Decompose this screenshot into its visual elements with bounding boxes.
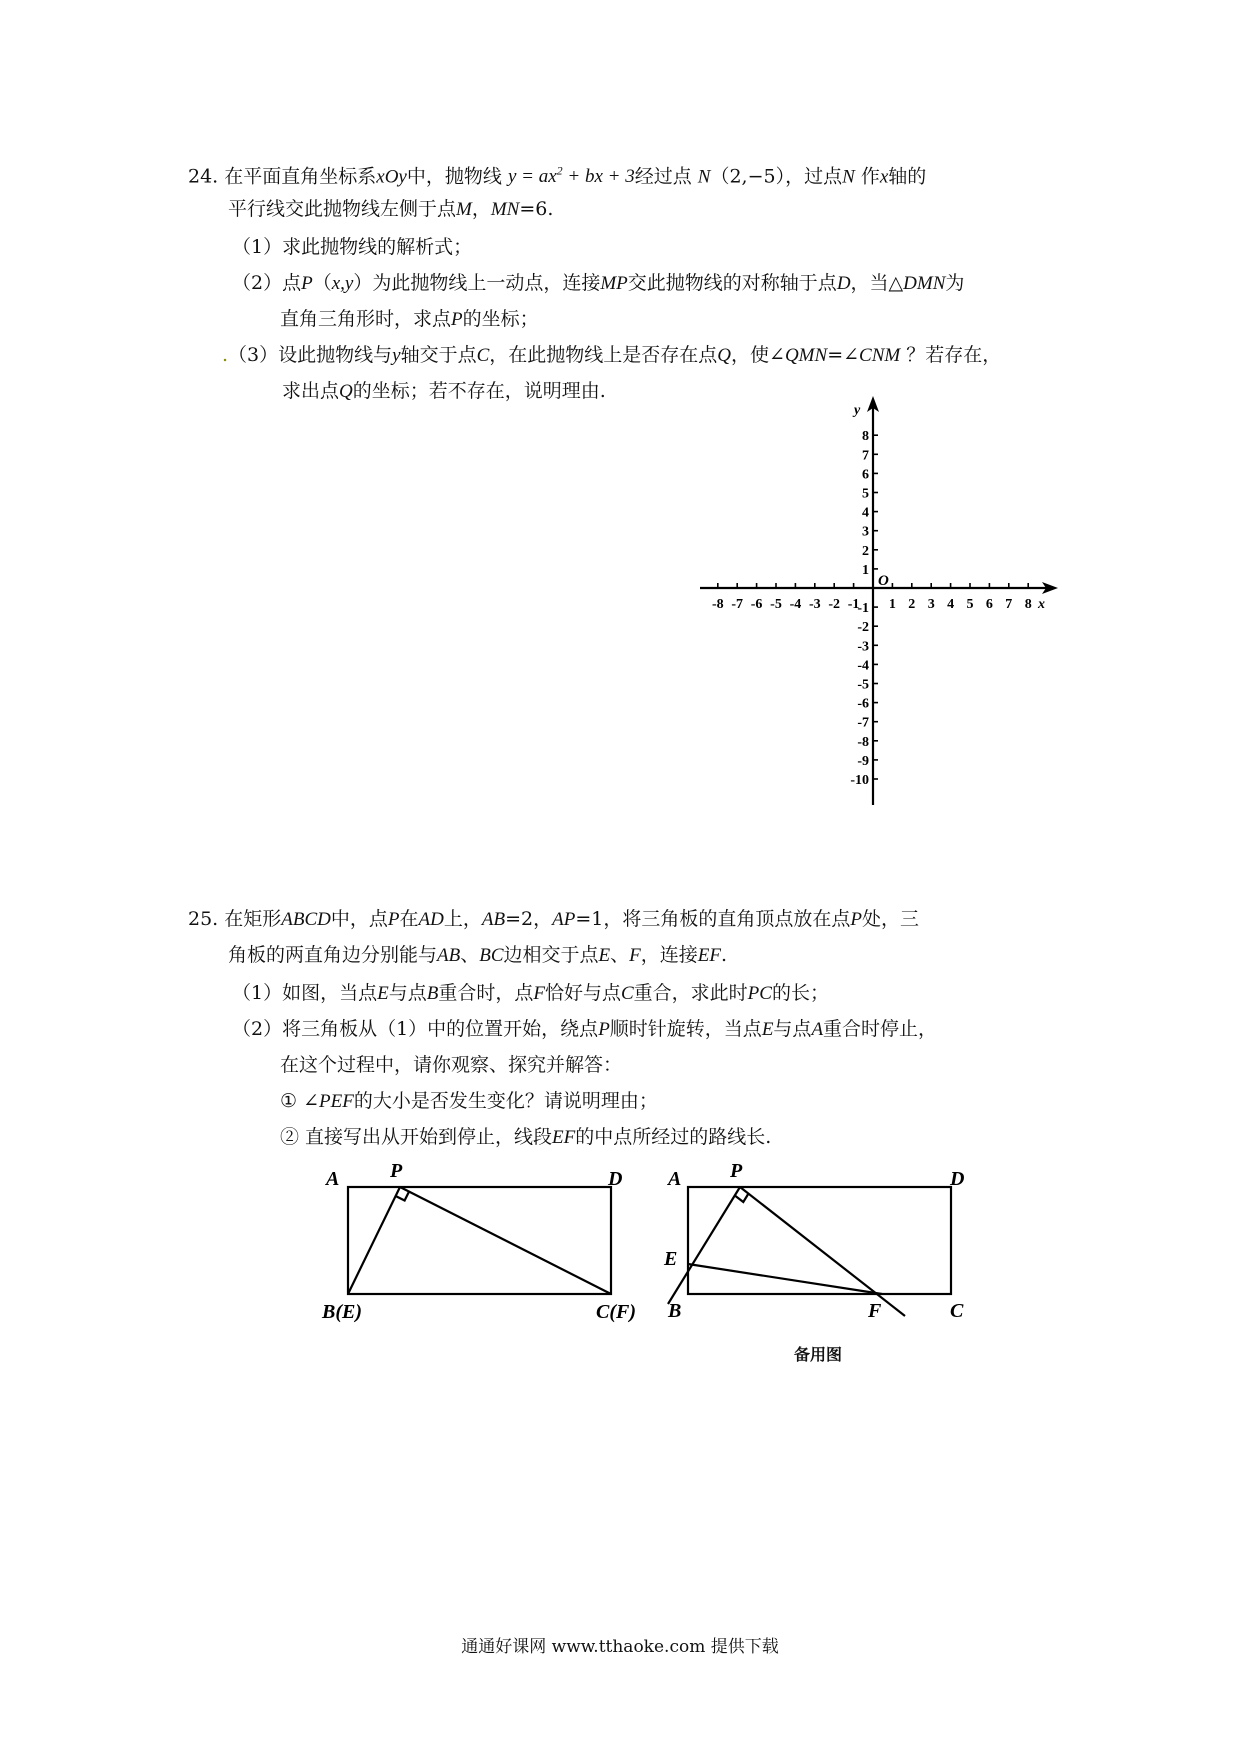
x-tick-label: 2 — [908, 597, 916, 612]
page-footer: 通通好课网 www.tthaoke.com 提供下载 — [461, 1637, 779, 1657]
x-tick-label: -6 — [750, 597, 763, 612]
segment-pc — [400, 1187, 611, 1294]
x-tick-label: 3 — [927, 597, 935, 612]
y-tick-label: -6 — [857, 696, 869, 712]
y-axis-label: y — [854, 403, 861, 418]
y-tick-label: -3 — [857, 639, 869, 655]
q25-sub2-line1: （2）将三角板从（1）中的位置开始，绕点P顺时针旋转，当点E与点A重合时停止， — [232, 1018, 938, 1040]
y-tick-label: 5 — [862, 486, 869, 502]
x-tick-label: 7 — [1005, 597, 1013, 612]
x-tick-label: -8 — [711, 597, 724, 612]
q25-line1: 25. 在矩形ABCD中，点P在AD上，AB=2，AP=1，将三角板的直角顶点放在点P处，三 — [188, 908, 919, 930]
x-tick-label: -2 — [828, 597, 841, 612]
y-tick-label: -5 — [857, 677, 869, 693]
parabola-equation: $y = ax^2$ + bx + 3 — [507, 164, 635, 188]
x-tick-label: -4 — [789, 597, 802, 612]
y-tick-label: 2 — [862, 543, 869, 559]
segment-pb — [348, 1187, 400, 1294]
label-b: B — [668, 1300, 682, 1322]
figure-2-caption: 备用图 — [794, 1345, 843, 1364]
x-tick-label: -7 — [731, 597, 744, 612]
label-f: F — [868, 1300, 882, 1322]
q24-sub2-line1: （2）点P（x,y）为此抛物线上一动点，连接MP交此抛物线的对称轴于点D，当△DMN为 — [232, 272, 965, 294]
y-tick-label: 7 — [862, 448, 869, 464]
q25-line2: 角板的两直角边分别能与AB、BC边相交于点E、F，连接EF. — [228, 944, 728, 966]
x-tick-label: 8 — [1024, 597, 1032, 612]
segment-ef — [688, 1264, 882, 1294]
y-tick-label: -7 — [857, 715, 869, 731]
q24-line1: 24. 在平面直角坐标系xOy中，抛物线 $y = ax^2$ + bx + 3经过点 N（2,−5），过点N 作x轴的 — [188, 164, 927, 188]
label-d: D — [608, 1168, 623, 1190]
y-tick-label: 3 — [862, 524, 869, 540]
label-p: P — [390, 1160, 403, 1182]
y-tick-label: 8 — [862, 429, 869, 445]
triangle-leg-2 — [740, 1187, 905, 1316]
x-axis-label: x — [1038, 597, 1045, 612]
q24-sub3-line2: 求出点Q的坐标；若不存在，说明理由. — [282, 380, 606, 402]
q24-sub2-line2: 直角三角形时，求点P的坐标； — [280, 308, 539, 330]
label-c-f: C(F) — [596, 1301, 636, 1323]
q24-sub1: （1）求此抛物线的解析式； — [232, 236, 473, 258]
x-tick-label: 6 — [985, 597, 993, 612]
coordinate-axes — [690, 395, 1070, 815]
q25-sub2-i: ① ∠PEF的大小是否发生变化？请说明理由； — [280, 1090, 658, 1112]
x-tick-label: -1 — [847, 597, 860, 612]
figure-2 — [660, 1160, 980, 1330]
q25-sub2-ii: ② 直接写出从开始到停止，线段EF的中点所经过的路线长. — [280, 1126, 772, 1148]
x-tick-label: 5 — [966, 597, 974, 612]
rectangle-abcd — [348, 1187, 611, 1294]
label-e: E — [664, 1248, 678, 1270]
label-p: P — [730, 1160, 743, 1182]
label-b-e: B(E) — [322, 1301, 362, 1323]
y-tick-label: -2 — [857, 620, 869, 636]
y-tick-label: -8 — [857, 734, 869, 750]
y-tick-label: -10 — [850, 773, 869, 788]
origin-label: O — [878, 573, 889, 589]
x-tick-label: 1 — [888, 597, 896, 612]
q25-sub2-line2: 在这个过程中，请你观察、探究并解答： — [280, 1054, 623, 1076]
q25-sub1: （1）如图，当点E与点B重合时，点F恰好与点C重合，求此时PC的长； — [232, 982, 829, 1004]
y-tick-label: 1 — [862, 562, 869, 578]
x-tick-label: 4 — [947, 597, 955, 612]
y-tick-label: 4 — [862, 505, 869, 521]
right-angle-mark — [735, 1194, 749, 1203]
label-c: C — [950, 1300, 964, 1322]
q24-sub3-line1: .（3）设此抛物线与y轴交于点C，在此抛物线上是否存在点Q，使∠QMN=∠CNM ？若存在， — [222, 344, 1002, 366]
x-tick-label: -5 — [770, 597, 782, 612]
x-tick-label: -3 — [808, 597, 821, 612]
figure-1 — [320, 1160, 660, 1330]
q24-line2: 平行线交此抛物线左侧于点M，MN=6. — [228, 198, 554, 220]
label-d: D — [950, 1168, 965, 1190]
y-tick-label: -1 — [857, 601, 869, 617]
label-a: A — [668, 1168, 682, 1190]
rectangle-abcd — [688, 1187, 951, 1294]
y-tick-label: 6 — [862, 467, 869, 483]
triangle-leg-1 — [668, 1187, 740, 1304]
label-a: A — [326, 1168, 340, 1190]
y-tick-label: -9 — [857, 753, 869, 769]
y-tick-label: -4 — [857, 658, 869, 674]
